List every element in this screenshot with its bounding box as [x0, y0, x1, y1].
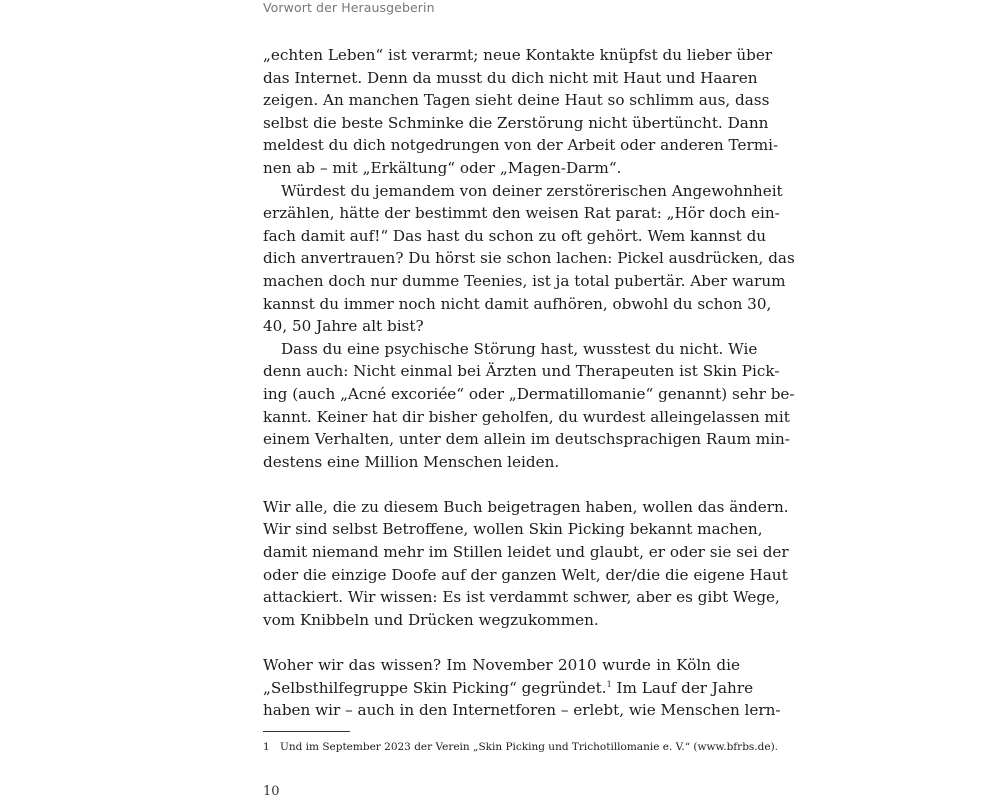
text-line: erzählen, hätte der bestimmt den weisen Rat parat: „Hör doch ein- — [263, 204, 780, 223]
body-text — [263, 44, 795, 722]
text-line: nen ab – mit „Erkältung“ oder „Magen-Darm“. — [263, 158, 622, 177]
text-line: haben wir – auch in den Internetforen – erlebt, wie Menschen lern- — [263, 701, 781, 720]
text-line: fach damit auf!“ Das hast du schon zu oft gehört. Wem kannst du — [263, 226, 767, 245]
text-fragment: Im Lauf der Jahre — [616, 678, 754, 697]
footnote-text: Und im September 2023 der Verein „Skin Picking und Trichotillomanie e. V.“ (www.bfrbs.de). — [280, 741, 779, 753]
text-line: zeigen. An manchen Tagen sieht deine Haut so schlimm aus, dass — [263, 91, 770, 110]
paragraph-gap — [263, 473, 740, 496]
footnote-reference[interactable]: 1 — [606, 679, 612, 689]
text-line: 40, 50 Jahre alt bist? — [263, 317, 424, 336]
text-line: „echten Leben“ ist verarmt; neue Kontakte knüpfst du lieber über — [263, 46, 773, 64]
text-line: Dass du eine psychische Störung hast, wusstest du nicht. Wie — [281, 339, 758, 358]
text-line: selbst die beste Schminke die Zerstörung nicht übertüncht. Dann — [263, 113, 769, 132]
footnote-divider — [263, 731, 350, 732]
footnote — [263, 740, 779, 754]
text-line: das Internet. Denn da musst du dich nicht mit Haut und Haaren — [263, 68, 758, 87]
text-line: einem Verhalten, unter dem allein im deutschsprachigen Raum min- — [263, 430, 790, 449]
text-line: Woher wir das wissen? Im November 2010 wurde in Köln die — [263, 656, 740, 675]
text-line: vom Knibbeln und Drücken wegzukommen. — [263, 610, 599, 629]
footnote-number: 1 — [263, 741, 270, 753]
text-line: kannt. Keiner hat dir bisher geholfen, du wurdest alleingelassen mit — [263, 407, 790, 426]
text-line: meldest du dich notgedrungen von der Arbeit oder anderen Termi- — [263, 136, 779, 155]
text-line: Wir alle, die zu diesem Buch beigetragen haben, wollen das ändern. — [263, 497, 789, 516]
text-line: destens eine Million Menschen leiden. — [263, 452, 560, 471]
text-line: attackiert. Wir wissen: Es ist verdammt schwer, aber es gibt Wege, — [263, 588, 780, 607]
text-line: Wir sind selbst Betroffene, wollen Skin Picking bekannt machen, — [263, 520, 763, 539]
text-line: oder die einzige Doofe auf der ganzen Welt, der/die die eigene Haut — [263, 565, 788, 584]
text-line-with-footnote — [263, 677, 754, 700]
text-line: machen doch nur dumme Teenies, ist ja total pubertär. Aber warum — [263, 271, 786, 290]
text-line: denn auch: Nicht einmal bei Ärzten und Therapeuten ist Skin Pick- — [263, 362, 780, 381]
text-line: ing (auch „Acné excoriée“ oder „Dermatillomanie“ genannt) sehr be- — [263, 384, 795, 403]
text-line: damit niemand mehr im Stillen leidet und glaubt, er oder sie sei der — [263, 543, 789, 562]
running-head: Vorwort der Herausgeberin — [263, 0, 435, 15]
text-line: dich anvertrauen? Du hörst sie schon lachen: Pickel ausdrücken, das — [263, 249, 795, 268]
text-line: Würdest du jemandem von deiner zerstörerischen Angewohnheit — [281, 181, 783, 200]
text-fragment: „Selbsthilfegruppe Skin Picking“ gegründet. — [263, 678, 607, 697]
paragraph-gap — [263, 631, 740, 654]
page-number: 10 — [263, 784, 280, 799]
text-line: kannst du immer noch nicht damit aufhören, obwohl du schon 30, — [263, 294, 772, 313]
